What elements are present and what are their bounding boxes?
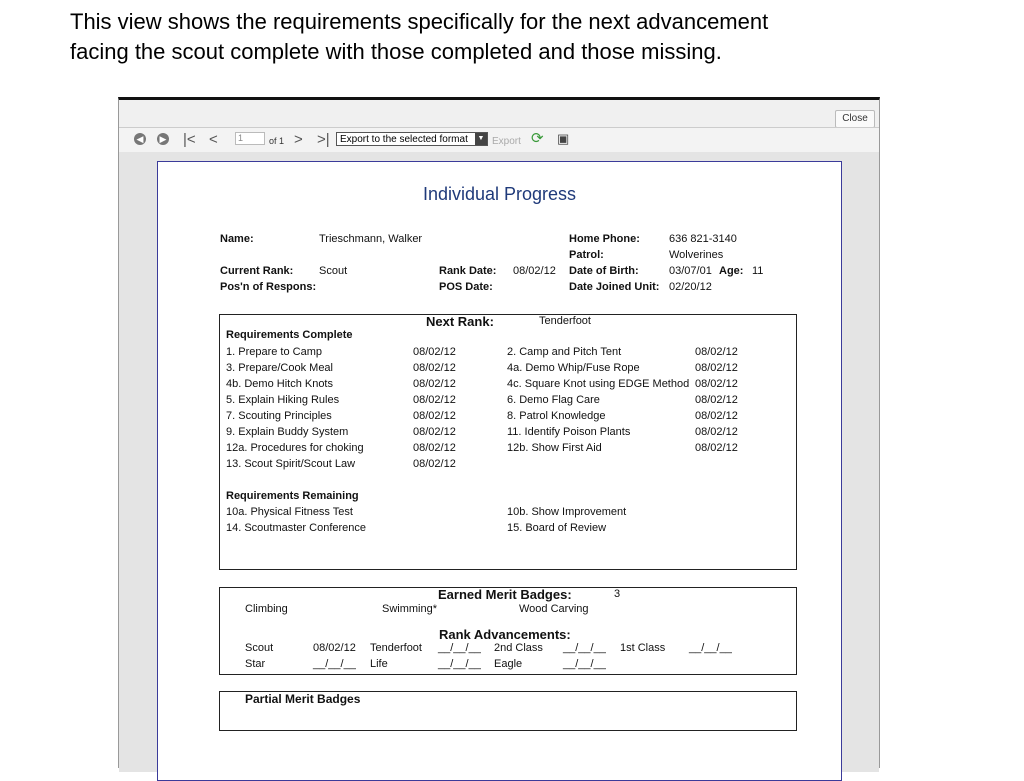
requirement-complete: 1. Prepare to Camp (226, 346, 322, 358)
requirement-date: 08/02/12 (695, 346, 738, 358)
remaining-header: Requirements Remaining (226, 490, 359, 502)
requirement-remaining: 15. Board of Review (507, 522, 607, 534)
intro-line-1: This view shows the requirements specifically for the next advancement (70, 9, 769, 34)
requirement-date: 08/02/12 (413, 394, 456, 406)
partial-merit-badges-label: Partial Merit Badges (245, 692, 361, 706)
rank-name: Tenderfoot (370, 642, 422, 654)
requirement-complete: 6. Demo Flag Care (507, 394, 600, 406)
requirement-date: 08/02/12 (413, 442, 456, 454)
intro-line-2: facing the scout complete with those completed and those missing. (70, 39, 722, 64)
back-icon[interactable]: ◀ (134, 133, 146, 145)
partial-merit-badges-box (219, 691, 797, 731)
requirement-remaining: 10b. Show Improvement (507, 506, 627, 518)
dob-label: Date of Birth: (569, 265, 639, 277)
requirement-date: 08/02/12 (413, 378, 456, 390)
page-count: of 1 (269, 136, 285, 146)
rank-date: __/__/__ (563, 658, 606, 670)
current-rank-value: Scout (319, 265, 348, 277)
requirement-complete: 12a. Procedures for choking (226, 442, 364, 454)
report-page (157, 161, 842, 781)
rank-date-label: Rank Date: (439, 265, 497, 277)
export-button[interactable]: Export (492, 136, 521, 147)
name-value: Trieschmann, Walker (319, 233, 423, 245)
requirement-complete: 8. Patrol Knowledge (507, 410, 606, 422)
requirement-date: 08/02/12 (413, 362, 456, 374)
home-phone-label: Home Phone: (569, 233, 640, 245)
next-rank-label: Next Rank: (426, 314, 494, 329)
requirement-complete: 3. Prepare/Cook Meal (226, 362, 333, 374)
posn-label: Pos'n of Respons: (220, 281, 317, 293)
patrol-value: Wolverines (669, 249, 724, 261)
rank-name: 1st Class (620, 642, 666, 654)
requirement-date: 08/02/12 (413, 458, 456, 470)
age-value: 11 (752, 265, 764, 277)
home-phone-value: 636 821-3140 (669, 233, 737, 245)
requirement-complete: 4c. Square Knot using EDGE Method (507, 378, 690, 390)
close-button[interactable]: Close (835, 110, 875, 128)
next-page-icon[interactable]: > (294, 131, 303, 148)
requirement-date: 08/02/12 (695, 378, 738, 390)
rank-name: 2nd Class (494, 642, 543, 654)
rank-date: __/__/__ (438, 658, 481, 670)
merit-badges-label: Earned Merit Badges: (438, 587, 572, 602)
requirement-date: 08/02/12 (695, 410, 738, 422)
merit-badges-count: 3 (614, 588, 621, 600)
rank-name: Life (370, 658, 388, 670)
joined-label: Date Joined Unit: (569, 281, 660, 293)
complete-header: Requirements Complete (226, 329, 353, 341)
requirement-complete: 12b. Show First Aid (507, 442, 602, 454)
forward-icon[interactable]: ▶ (157, 133, 169, 145)
report-view-area (119, 152, 879, 772)
last-page-icon[interactable]: >| (317, 131, 330, 148)
requirement-complete: 4a. Demo Whip/Fuse Rope (507, 362, 640, 374)
requirement-complete: 5. Explain Hiking Rules (226, 394, 340, 406)
report-viewer (118, 97, 880, 768)
rank-date: __/__/__ (438, 642, 481, 654)
current-rank-label: Current Rank: (220, 265, 294, 277)
requirement-date: 08/02/12 (695, 394, 738, 406)
export-format-value: Export to the selected format (340, 134, 468, 145)
requirement-date: 08/02/12 (695, 426, 738, 438)
next-rank-box (219, 314, 797, 570)
prev-page-icon[interactable]: < (209, 131, 218, 148)
refresh-icon[interactable]: ⟳ (531, 130, 544, 147)
export-format-select[interactable] (336, 132, 488, 146)
first-page-icon[interactable]: |< (183, 131, 196, 148)
rank-date: __/__/__ (563, 642, 606, 654)
requirement-date: 08/02/12 (695, 362, 738, 374)
chevron-down-icon: ▼ (475, 133, 487, 145)
requirement-complete: 11. Identify Poison Plants (507, 426, 631, 438)
rank-date-value: 08/02/12 (513, 265, 556, 277)
patrol-label: Patrol: (569, 249, 604, 261)
requirement-date: 08/02/12 (413, 426, 456, 438)
rank-date: 08/02/12 (313, 642, 356, 654)
requirement-date: 08/02/12 (413, 410, 456, 422)
requirement-remaining: 10a. Physical Fitness Test (226, 506, 353, 518)
pos-date-label: POS Date: (439, 281, 493, 293)
rank-name: Star (245, 658, 266, 670)
rank-date: __/__/__ (689, 642, 732, 654)
name-label: Name: (220, 233, 254, 245)
merit-badge: Swimming* (382, 603, 438, 615)
next-rank-value: Tenderfoot (539, 315, 591, 327)
age-label: Age: (719, 265, 744, 277)
rank-date: __/__/__ (313, 658, 356, 670)
report-title: Individual Progress (422, 184, 577, 204)
print-icon[interactable]: ▣ (557, 131, 570, 146)
requirement-complete: 7. Scouting Principles (226, 410, 332, 422)
page-number-input[interactable]: 1 (235, 132, 265, 145)
requirement-complete: 4b. Demo Hitch Knots (226, 378, 333, 390)
merit-badge: Climbing (245, 603, 288, 615)
merit-badge: Wood Carving (519, 603, 589, 615)
rank-name: Eagle (494, 658, 523, 670)
requirement-date: 08/02/12 (695, 442, 738, 454)
requirement-date: 08/02/12 (413, 346, 456, 358)
rank-name: Scout (245, 642, 274, 654)
viewer-toolbar (119, 127, 879, 153)
requirement-complete: 9. Explain Buddy System (226, 426, 349, 438)
requirement-complete: 2. Camp and Pitch Tent (507, 346, 622, 358)
requirement-complete: 13. Scout Spirit/Scout Law (226, 458, 356, 470)
merit-badges-box (219, 587, 797, 675)
rank-advancements-label: Rank Advancements: (439, 627, 571, 642)
requirement-remaining: 14. Scoutmaster Conference (226, 522, 367, 534)
dob-value: 03/07/01 (669, 265, 712, 277)
joined-value: 02/20/12 (669, 281, 712, 293)
